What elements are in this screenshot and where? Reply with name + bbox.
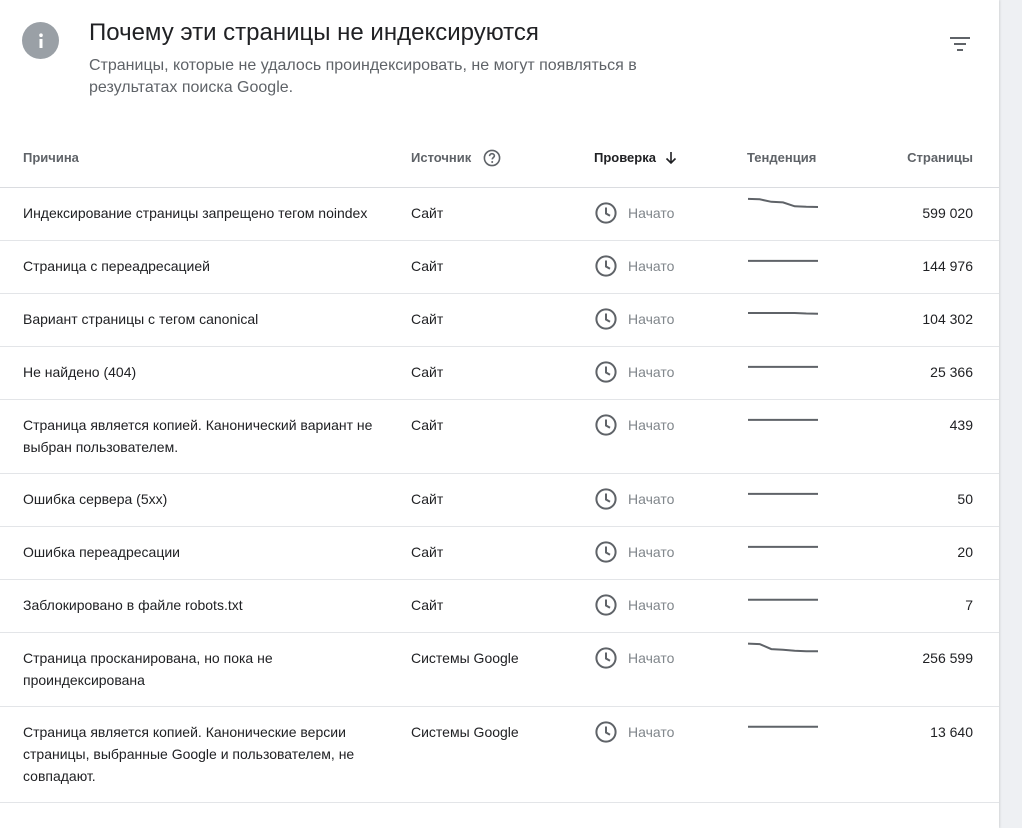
table-row[interactable]: [0, 188, 999, 241]
column-header-reason[interactable]: Причина: [0, 128, 411, 188]
check-status: Начато: [628, 417, 675, 433]
trend-sparkline: [747, 409, 819, 423]
clock-icon: [594, 487, 618, 511]
reason-cell: Страница просканирована, но пока не проиндексирована: [0, 633, 411, 707]
clock-icon: [594, 307, 618, 331]
table-row[interactable]: [0, 707, 999, 803]
trend-sparkline: [747, 716, 819, 730]
check-status: Начато: [628, 724, 675, 740]
source-cell: Сайт: [411, 347, 594, 400]
check-cell: [594, 188, 747, 241]
check-cell: [594, 294, 747, 347]
table-row[interactable]: [0, 580, 999, 633]
source-cell: Сайт: [411, 580, 594, 633]
clock-icon: [594, 254, 618, 278]
info-icon: [22, 22, 59, 59]
source-cell: Сайт: [411, 527, 594, 580]
trend-cell: [747, 294, 859, 347]
clock-icon: [594, 413, 618, 437]
trend-cell: [747, 188, 859, 241]
source-cell: Системы Google: [411, 633, 594, 707]
source-cell: Сайт: [411, 294, 594, 347]
check-cell: [594, 580, 747, 633]
check-status: Начато: [628, 205, 675, 221]
table-row[interactable]: [0, 633, 999, 707]
table-row[interactable]: [0, 294, 999, 347]
reason-cell: Индексирование страницы запрещено тегом noindex: [0, 188, 411, 241]
reason-cell: Заблокировано в файле robots.txt: [0, 580, 411, 633]
trend-cell: [747, 347, 859, 400]
check-status: Начато: [628, 544, 675, 560]
column-header-pages[interactable]: Страницы: [859, 128, 999, 188]
check-cell: [594, 633, 747, 707]
trend-line: [748, 313, 818, 314]
check-status: Начато: [628, 491, 675, 507]
clock-icon: [594, 646, 618, 670]
column-header-check[interactable]: Проверка: [594, 128, 747, 188]
check-cell: [594, 707, 747, 803]
trend-sparkline: [747, 642, 819, 656]
card-title: Почему эти страницы не индексируются: [89, 19, 539, 46]
trend-cell: [747, 241, 859, 294]
trend-cell: [747, 633, 859, 707]
issues-table: [0, 128, 999, 803]
clock-icon: [594, 720, 618, 744]
reason-cell: Страница является копией. Канонический вариант не выбран пользователем.: [0, 400, 411, 474]
trend-cell: [747, 580, 859, 633]
pages-count: 144 976: [859, 241, 999, 294]
clock-icon: [594, 540, 618, 564]
trend-cell: [747, 527, 859, 580]
source-cell: Сайт: [411, 400, 594, 474]
trend-sparkline: [747, 483, 819, 497]
check-status: Начато: [628, 650, 675, 666]
pages-count: 13 640: [859, 707, 999, 803]
check-status: Начато: [628, 597, 675, 613]
pages-count: 104 302: [859, 294, 999, 347]
table-row[interactable]: [0, 527, 999, 580]
trend-cell: [747, 400, 859, 474]
pages-count: 50: [859, 474, 999, 527]
table-row[interactable]: [0, 400, 999, 474]
reason-cell: Страница с переадресацией: [0, 241, 411, 294]
card-header: [0, 0, 999, 128]
source-cell: Сайт: [411, 474, 594, 527]
check-cell: [594, 527, 747, 580]
reason-cell: Ошибка переадресации: [0, 527, 411, 580]
trend-line: [748, 644, 818, 652]
check-cell: [594, 347, 747, 400]
column-header-source[interactable]: Источник: [411, 128, 594, 188]
check-status: Начато: [628, 364, 675, 380]
column-header-trend[interactable]: Тенденция: [747, 128, 859, 188]
table-row[interactable]: [0, 347, 999, 400]
check-status: Начато: [628, 258, 675, 274]
trend-cell: [747, 474, 859, 527]
trend-sparkline: [747, 536, 819, 550]
card-subtitle: Страницы, которые не удалось проиндексировать, не могут появляться в результатах поиска Google.: [89, 57, 637, 96]
check-cell: [594, 241, 747, 294]
pages-count: 599 020: [859, 188, 999, 241]
sort-arrow-down-icon[interactable]: [664, 151, 678, 165]
reason-cell: Ошибка сервера (5xx): [0, 474, 411, 527]
clock-icon: [594, 201, 618, 225]
trend-sparkline: [747, 303, 819, 317]
reason-cell: Не найдено (404): [0, 347, 411, 400]
table-header-row: [0, 128, 999, 188]
clock-icon: [594, 593, 618, 617]
trend-sparkline: [747, 589, 819, 603]
table-row[interactable]: [0, 241, 999, 294]
pages-count: 25 366: [859, 347, 999, 400]
trend-cell: [747, 707, 859, 803]
trend-sparkline: [747, 250, 819, 264]
check-cell: [594, 474, 747, 527]
trend-sparkline: [747, 197, 819, 211]
pages-count: 7: [859, 580, 999, 633]
table-row[interactable]: [0, 474, 999, 527]
trend-line: [748, 199, 818, 207]
filter-icon: [949, 36, 971, 52]
check-status: Начато: [628, 311, 675, 327]
reason-cell: Вариант страницы с тегом canonical: [0, 294, 411, 347]
pages-count: 20: [859, 527, 999, 580]
check-cell: [594, 400, 747, 474]
pages-count: 256 599: [859, 633, 999, 707]
trend-sparkline: [747, 356, 819, 370]
source-cell: Сайт: [411, 188, 594, 241]
clock-icon: [594, 360, 618, 384]
reason-cell: Страница является копией. Канонические версии страницы, выбранные Google и пользователем, не совпадают.: [0, 707, 411, 803]
help-icon[interactable]: [483, 149, 501, 167]
source-cell: Сайт: [411, 241, 594, 294]
filter-button[interactable]: [944, 28, 976, 60]
pages-count: 439: [859, 400, 999, 474]
source-cell: Системы Google: [411, 707, 594, 803]
